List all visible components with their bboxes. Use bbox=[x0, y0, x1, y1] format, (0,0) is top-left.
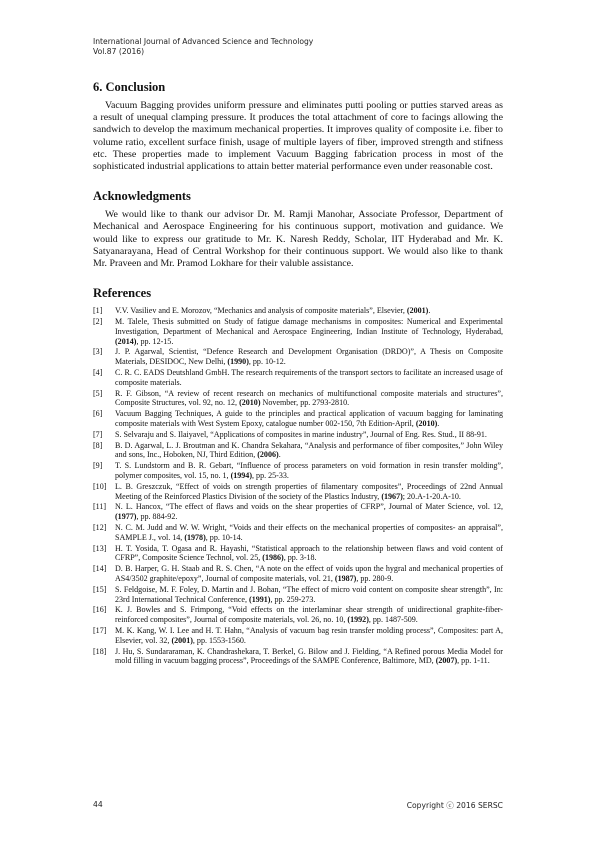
reference-text: B. D. Agarwal, L. J. Broutman and K. Chandra Sekahara, “Analysis and performance of fiber composites,” John Wiley and sons, Inc., Hoboken, NJ, Third Edition, bbox=[115, 440, 503, 460]
reference-text: M. K. Kang, W. I. Lee and H. T. Hahn, “Analysis of vacuum bag resin transfer molding process”, Composites: part A, Elsevier, vol. 32, bbox=[115, 626, 503, 645]
reference-number: [12] bbox=[93, 523, 107, 533]
conclusion-section bbox=[93, 80, 503, 173]
journal-volume: Vol.87 (2016) bbox=[93, 47, 145, 56]
reference-year: (1991) bbox=[249, 594, 271, 604]
reference-pages: . bbox=[428, 306, 431, 316]
reference-item bbox=[93, 482, 503, 501]
reference-item bbox=[93, 306, 503, 316]
reference-number: [8] bbox=[93, 440, 103, 450]
copyright-notice: Copyright ⓒ 2016 SERSC bbox=[406, 801, 503, 810]
reference-text: N. C. M. Judd and W. W. Wright, “Voids and their effects on the mechanical properties of composites- an appraisal”, SAMPLE J., vol. 14, bbox=[115, 523, 503, 542]
reference-year: (2006) bbox=[257, 450, 279, 460]
reference-number: [7] bbox=[93, 429, 103, 439]
reference-text: D. B. Harper, G. H. Staab and R. S. Chen, “A note on the effect of voids upon the hygral and mechanical properties of AS4/3502 graphite/epoxy”, Journal of composite materials, vol. 21, bbox=[115, 564, 503, 583]
reference-item bbox=[93, 441, 503, 460]
reference-year: (1986) bbox=[262, 553, 284, 563]
reference-number: [17] bbox=[93, 626, 107, 636]
reference-item bbox=[93, 461, 503, 480]
reference-number: [6] bbox=[93, 409, 103, 419]
reference-pages: , pp. 259-273. bbox=[270, 594, 316, 604]
reference-year: (1992) bbox=[347, 615, 369, 625]
reference-item bbox=[93, 389, 503, 408]
reference-number: [11] bbox=[93, 502, 107, 512]
reference-text: K. J. Bowles and S. Frimpong, “Void effects on the interlaminar shear strength of unidirectional graphite-fiber-reinforced composites”, Journal of composite materials, vol. 26, no. 10, bbox=[115, 605, 503, 625]
page-number: 44 bbox=[93, 800, 103, 809]
reference-text: C. R. C. EADS Deutshland GmbH. The research requirements of the transport sectors to facilitate an increased usage of composite materials. bbox=[115, 368, 503, 387]
reference-pages: , pp. 1-11. bbox=[457, 656, 490, 666]
page-content bbox=[93, 80, 503, 667]
reference-pages: November, pp. 2793-2810. bbox=[260, 398, 350, 408]
journal-title: International Journal of Advanced Science and Technology bbox=[93, 37, 314, 46]
reference-text: Vacuum Bagging Techniques, A guide to the principles and practical application of vacuum bagging for laminating composite materials with West System Epoxy, catalogue number 002-150, 7th Edition-April, bbox=[115, 409, 503, 428]
reference-year: (2001) bbox=[171, 635, 193, 645]
reference-item bbox=[93, 523, 503, 542]
acknowledgments-section bbox=[93, 189, 503, 270]
reference-year: (1977) bbox=[115, 512, 137, 522]
reference-pages: . bbox=[437, 418, 440, 428]
reference-year: (1978) bbox=[184, 532, 206, 542]
reference-item bbox=[93, 564, 503, 583]
reference-text: S. Feldgoise, M. F. Foley, D. Martin and J. Bohan, “The effect of micro void content on composite shear strength”, In: 23rd International Technical Conference, bbox=[115, 584, 503, 604]
conclusion-heading: 6. Conclusion bbox=[93, 80, 166, 94]
references-heading: References bbox=[93, 286, 152, 301]
reference-item bbox=[93, 626, 503, 645]
references-section bbox=[93, 286, 503, 666]
reference-year: (2010) bbox=[415, 418, 438, 428]
reference-pages: , pp. 3-18. bbox=[283, 553, 317, 563]
reference-number: [13] bbox=[93, 543, 107, 553]
reference-text: J. Hu, S. Sundararaman, K. Chandrashekara, T. Berkel, G. Bilow and J. Fielding, “A Refined porous Media Model for mold filling in vacuum bagging process”, Proceedings of the SAMPE Conference, Baltimore, MD, bbox=[115, 646, 503, 666]
reference-number: [3] bbox=[93, 347, 103, 357]
journal-header bbox=[93, 37, 313, 57]
reference-text: T. S. Lundstorm and B. R. Gebart, “Influence of process parameters on void formation in resin transfer molding”, polymer composites, vol. 15, no. 1, bbox=[115, 461, 503, 480]
reference-number: [5] bbox=[93, 388, 103, 398]
reference-pages: , pp. 10-12. bbox=[248, 357, 286, 367]
reference-year: (1987) bbox=[334, 573, 357, 583]
reference-item bbox=[93, 409, 503, 428]
reference-pages: , pp. 25-33. bbox=[252, 470, 289, 480]
reference-number: [16] bbox=[93, 605, 107, 615]
reference-text: L. B. Greszczuk, “Effect of voids on strength properties of filamentary composites”, Proceedings of 22nd Annual Meeting of the Reinforced Plastics Division of the society of the Plastics Industry, bbox=[115, 481, 503, 501]
conclusion-text: Vacuum Bagging provides uniform pressure and eliminates putti pooling or putties starved areas as a result of unequal clamping pressure. It produces the total attachment of core to facings allowing the sandwich to develop the maximum mechanical properties. It improves quality of composite i.e. fiber to volume ratio, excellent surface finish, usage of multiple layers of fiber, improved strength and stifness etc. These properties made to implement Vacuum Bagging fabrication process in most of the sophisticated industrial applications to attain better material performance even under reasonable cost. bbox=[93, 100, 503, 173]
reference-number: [10] bbox=[93, 481, 107, 491]
reference-item bbox=[93, 544, 503, 563]
reference-text: H. T. Yosida, T. Ogasa and R. Hayashi, “Statistical approach to the relationship between flaws and void content of CFRP”, Composite Science Technol, vol. 25, bbox=[115, 543, 503, 563]
reference-year: (2010) bbox=[239, 398, 261, 408]
reference-item bbox=[93, 502, 503, 521]
reference-year: (2007) bbox=[435, 656, 458, 666]
reference-year: (2014) bbox=[115, 336, 137, 346]
reference-item bbox=[93, 347, 503, 366]
reference-text: S. Selvaraju and S. Ilaiyavel, “Applications of composites in marine industry”, Journal of Eng. Res. Stud., II 88-91. bbox=[115, 429, 487, 439]
reference-year: (2001) bbox=[406, 306, 429, 316]
reference-text: J. P. Agarwal, Scientist, “Defence Research and Development Organisation (DRDO)”, A Thesis on Composite Materials, DESIDOC, New Delhi, bbox=[115, 347, 503, 367]
reference-pages: . bbox=[278, 450, 281, 460]
reference-number: [1] bbox=[93, 306, 103, 316]
reference-year: (1994) bbox=[230, 470, 253, 480]
reference-pages: ; 20.A-1-20.A-10. bbox=[402, 491, 461, 501]
reference-pages: , pp. 12-15. bbox=[136, 336, 174, 346]
reference-number: [15] bbox=[93, 584, 107, 594]
reference-year: (1967) bbox=[381, 491, 403, 501]
reference-pages: , pp. 1553-1560. bbox=[192, 635, 246, 645]
reference-number: [2] bbox=[93, 317, 103, 327]
reference-text: M. Talele, Thesis submitted on Study of fatigue damage mechanisms in composites: Numerical and Experimental Investigation, Department of Mechanical and Aerospace Engineering, Indian Institute of Technology, Hyderabad, bbox=[115, 317, 503, 336]
reference-pages: , pp. 884-92. bbox=[136, 512, 178, 522]
reference-item bbox=[93, 430, 503, 440]
reference-text: V.V. Vasiliev and E. Morozov, “Mechanics and analysis of composite materials”, Elsevier, bbox=[115, 306, 407, 316]
reference-year: (1990) bbox=[227, 357, 249, 367]
reference-list bbox=[93, 306, 503, 666]
reference-text: R. F. Gibson, “A review of recent research on mechanics of multifunctional composite materials and structures”, Composite Structures, vol. 92, no. 12, bbox=[115, 388, 503, 408]
acknowledgments-heading: Acknowledgments bbox=[93, 189, 191, 204]
reference-item bbox=[93, 647, 503, 666]
reference-number: [9] bbox=[93, 461, 103, 471]
reference-pages: , pp. 280-9. bbox=[356, 573, 394, 583]
reference-pages: , pp. 10-14. bbox=[205, 532, 243, 542]
reference-pages: , pp. 1487-509. bbox=[368, 615, 418, 625]
reference-number: [4] bbox=[93, 368, 103, 378]
reference-item bbox=[93, 605, 503, 624]
reference-item bbox=[93, 317, 503, 346]
reference-text: N. L. Hancox, “The effect of flaws and voids on the shear properties of CFRP”, Journal of Mater Science, vol. 12, bbox=[115, 502, 503, 512]
reference-item bbox=[93, 585, 503, 604]
acknowledgments-text: We would like to thank our advisor Dr. M. Ramji Manohar, Associate Professor, Department of Mechanical and Aerospace Engineering for his continuous support, motivation and guidance. We would like to express our gratitude to Mr. K. Naresh Reddy, Scholar, IIT Hyderabad and Mr. K. Satyanarayana, Head of Central Workshop for their continuous support. We would also like to thank Mr. Praveen and Mr. Pramod Lokhare for their valuble assistance. bbox=[93, 209, 503, 270]
reference-item bbox=[93, 368, 503, 387]
reference-number: [18] bbox=[93, 646, 107, 656]
reference-number: [14] bbox=[93, 564, 107, 574]
